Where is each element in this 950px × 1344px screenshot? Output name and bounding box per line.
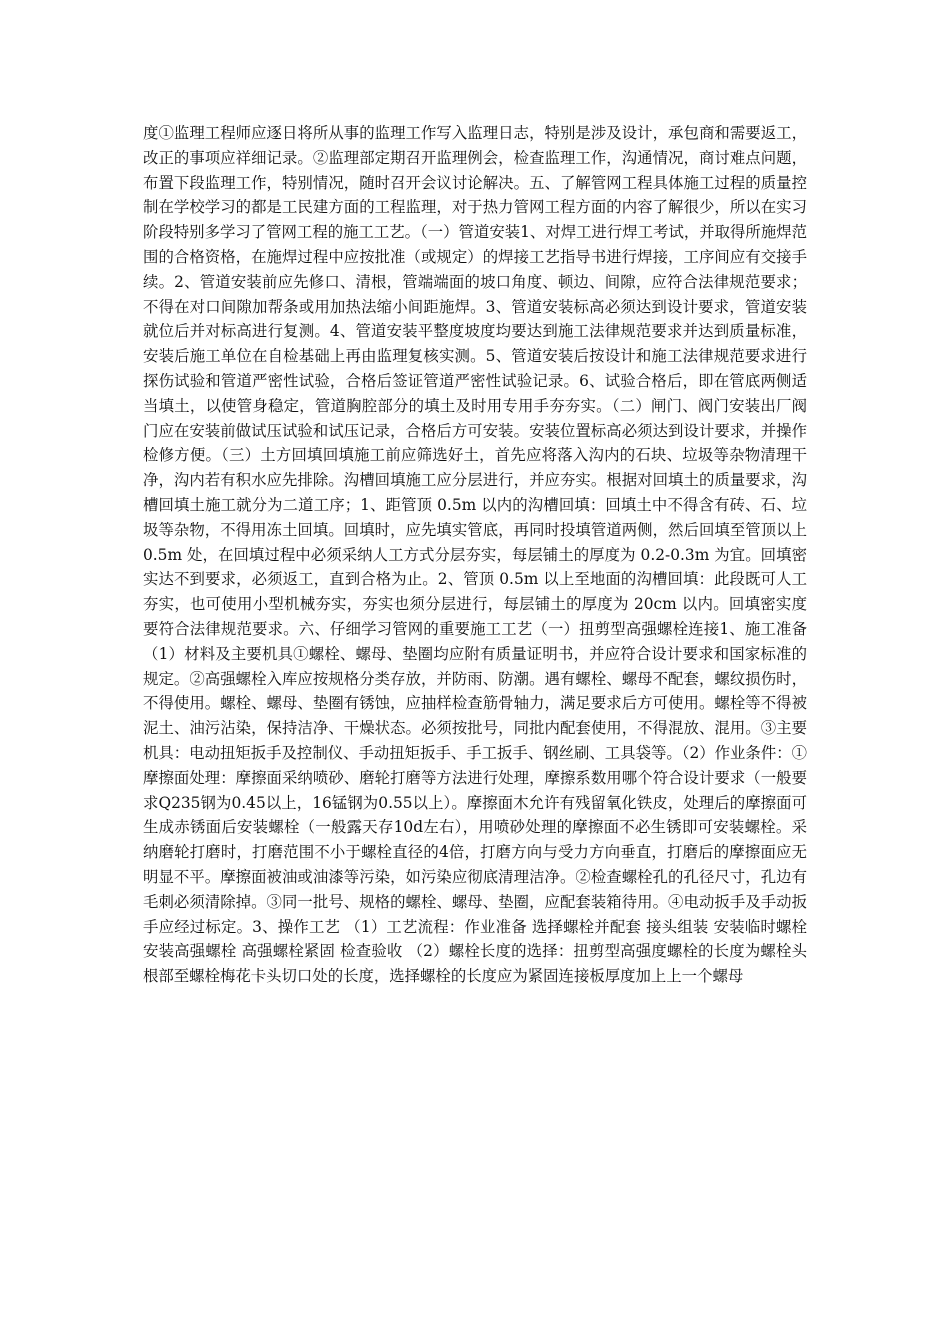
body-paragraph: 度①监理工程师应逐日将所从事的监理工作写入监理日志，特别是涉及设计，承包商和需要返工，改正的事项应祥细记录。②监理部定期召开监理例会，检查监理工作，沟通情况，商讨难点问题，布置下段监理工作，特别情况，随时召开会议讨论解决。五、了解管网工程具体施工过程的质量控制在学校学习的都是工民建方面的工程监理，对于热力管网工程方面的内容了解很少，所以在实习阶段特别多学习了管网工程的施工工艺。（一）管道安装1、对焊工进行焊工考试，并取得所施焊范围的合格资格，在施焊过程中应按批准（或规定）的焊接工艺指导书进行焊接，工序间应有交接手续。2、管道安装前应先修口、清根，管端端面的坡口角度、顿边、间隙，应符合法律规范要求；不得在对口间隙加帮条或用加热法缩小间距施焊。3、管道安装标高必须达到设计要求，管道安装就位后并对标高进行复测。4、管道安装平整度坡度均要达到施工法律规范要求并达到质量标准，安装后施工单位在自检基础上再由监理复核实测。5、管道安装后按设计和施工法律规范要求进行探伤试验和管道严密性试验，合格后签证管道严密性试验记录。6、试验合格后，即在管底两侧适当填土，以使管身稳定，管道胸腔部分的填土及时用专用手夯夯实。（二）闸门、阀门安装出厂阀门应在安装前做试压试验和试压记录，合格后方可安装。安装位置标高必须达到设计要求，并操作检修方便。（三）土方回填回填施工前应筛选好土，首先应将落入沟内的石块、垃圾等杂物清理干净，沟内若有积水应先排除。沟槽回填施工应分层进行，并应夯实。根据对回填土的质量要求，沟槽回填土施工就分为二道工序；1、距管顶 0.5m 以内的沟槽回填：回填土中不得含有砖、石、垃圾等杂物，不得用冻土回填。回填时，应先填实管底，再同时投填管道两侧，然后回填至管顶以上 0.5m 处，在回填过程中必须采纳人工方式分层夯实，每层铺土的厚度为 0.2-0.3m 为宜。回填密实达不到要求，必须返工，直到合格为止。2、管顶 0.5m 以上至地面的沟槽回填：此段既可人工夯实，也可使用小型机械夯实，夯实也须分层进行，每层铺土的厚度为 20cm 以内。回填密实度要符合法律规范要求。六、仔细学习管网的重要施工工艺（一）扭剪型高强螺栓连接1、施工准备（1）材料及主要机具①螺栓、螺母、垫圈均应附有质量证明书，并应符合设计要求和国家标准的规定。②高强螺栓入库应按规格分类存放，并防雨、防潮。遇有螺栓、螺母不配套，螺纹损伤时，不得使用。螺栓、螺母、垫圈有锈蚀，应抽样检查筋骨轴力，满足要求后方可使用。螺栓等不得被泥土、油污沾染，保持洁净、干燥状态。必须按批号，同批内配套使用，不得混放、混用。③主要机具：电动扭矩扳手及控制仪、手动扭矩扳手、手工扳手、钢丝刷、工具袋等。（2）作业条件：①摩擦面处理：摩擦面采纳喷砂、磨轮打磨等方法进行处理，摩擦系数用哪个符合设计要求（一般要求Q235钢为0.45以上，16锰钢为0.55以上）。摩擦面木允许有残留氧化铁皮，处理后的摩擦面可生成赤锈面后安装螺栓（一般露天存10d左右），用喷砂处理的摩擦面不必生锈即可安装螺栓。采纳磨轮打磨时，打磨范围不小于螺栓直径的4倍，打磨方向与受力方向垂直，打磨后的摩擦面应无明显不平。摩擦面被油或油漆等污染，如污染应彻底清理洁净。②检查螺栓孔的孔径尺寸，孔边有毛刺必须清除掉。③同一批号、规格的螺栓、螺母、垫圈，应配套装箱待用。④电动扳手及手动扳手应经过标定。3、操作工艺 （1）工艺流程：作业准备 选择螺栓并配套 接头组装 安装临时螺栓 安装高强螺栓 高强螺栓紧固 检查验收 （2）螺栓长度的选择：扭剪型高强度螺栓的长度为螺栓头根部至螺栓梅花卡头切口处的长度，选择螺栓的长度应为紧固连接板厚度加上上一个螺母 xyxy=(143,124,807,986)
